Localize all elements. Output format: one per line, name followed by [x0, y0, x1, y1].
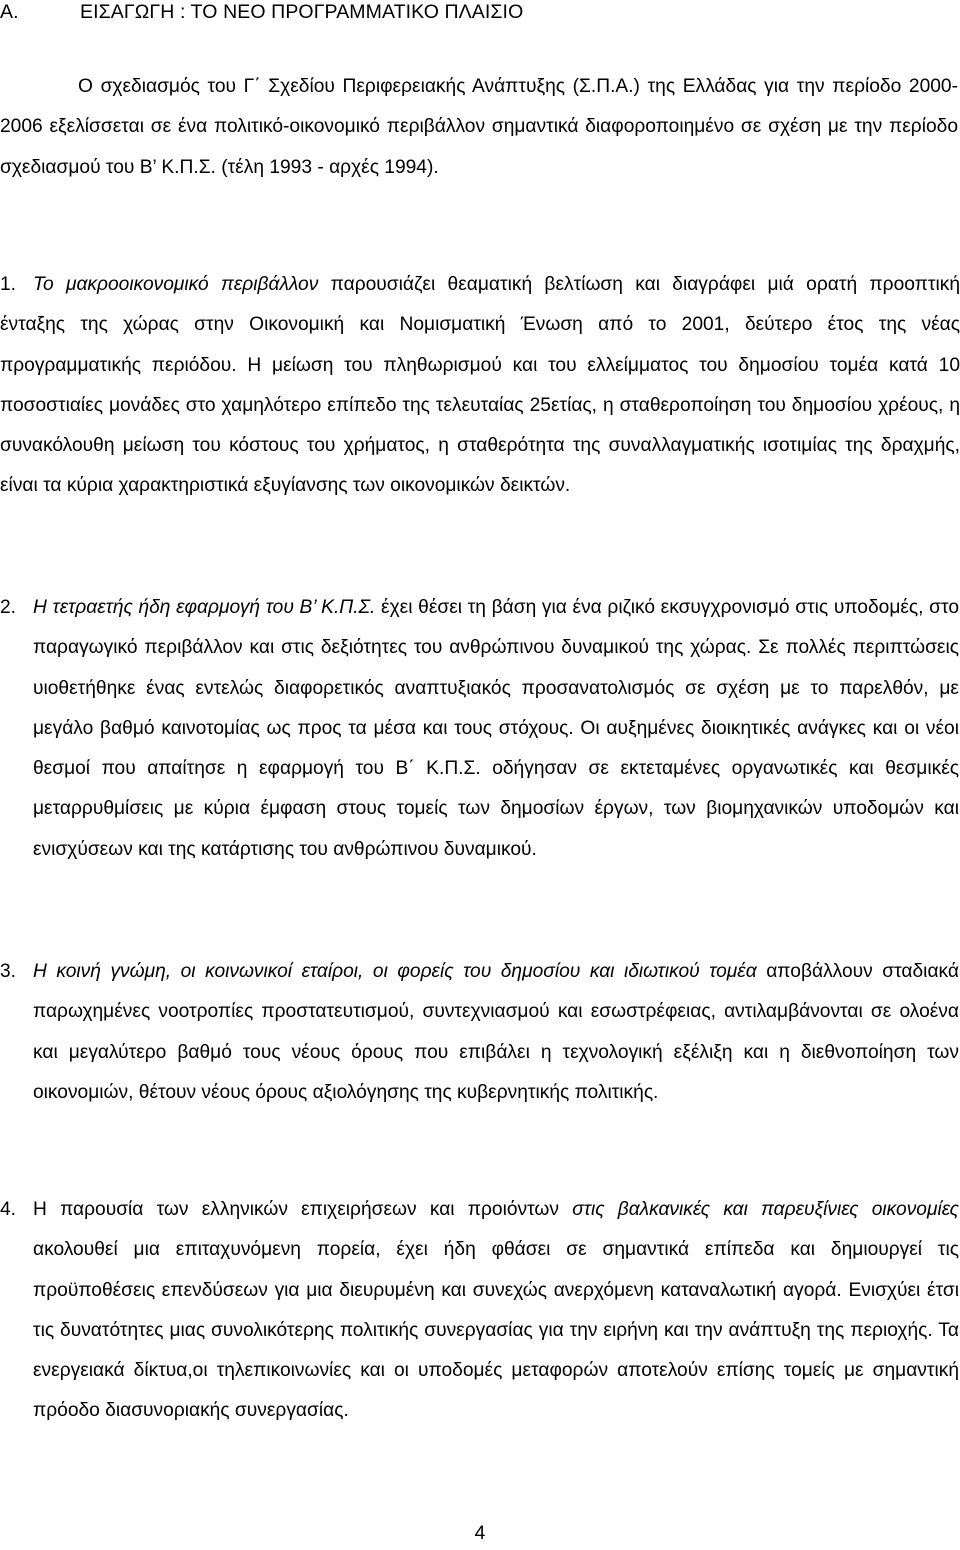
point-2-number: 2. — [0, 597, 17, 618]
point-2-text: έχει θέσει τη βάση για ένα ριζικό εκσυγχρονισμό στις υποδομές, στο παραγωγικό περιβάλλον και στις δεξιότητες του ανθρώπινου δυναμικού της χώρας. Σε πολλές περιπτώσεις υιοθετήθηκε ένας εντελώς διαφορετικός αναπτυξιακός προσανατολισμός σε σχέση με το παρελθόν, με μεγάλο βαθμό καινοτομίας ως προς τα μέσα και τους στόχους. Οι αυξημένες διοικητικές ανάγκες και οι νέοι θεσμοί που απαίτησε η εφαρμογή του Β΄ Κ.Π.Σ. οδήγησαν σε εκτεταμένες οργανωτικές και θεσμικές μεταρρυθμίσεις με κύρια έμφαση στους τομείς των δημοσίων έργων, των βιομηχανικών υποδομών και ενισχύσεων και της κατάρτισης του ανθρώπινου δυναμικού. — [33, 597, 959, 860]
point-3-italic: Η κοινή γνώμη, οι κοινωνικοί εταίροι, οι φορείς του δημοσίου και ιδιωτικού τομέα — [33, 961, 757, 982]
point-2-italic: Η τετραετής ήδη εφαρμογή του Β’ Κ.Π.Σ. — [33, 597, 376, 618]
point-4-italic: στις βαλκανικές και παρευξίνιες οικονομίες — [572, 1199, 959, 1220]
point-1-italic: Το μακροοικονομικό περιβάλλον — [33, 274, 319, 295]
point-3-number: 3. — [0, 961, 17, 982]
point-4-paragraph — [33, 1190, 959, 1432]
point-3-paragraph — [33, 952, 959, 1113]
intro-paragraph — [0, 67, 958, 188]
section-title: ΕΙΣΑΓΩΓΗ : ΤΟ ΝΕΟ ΠΡΟΓΡΑΜΜΑΤΙΚΟ ΠΛΑΙΣΙΟ — [80, 1, 524, 23]
point-3-text: αποβάλλουν σταδιακά παρωχημένες νοοτροπίες προστατευτισμού, συντεχνιασμού και εσωστρέφειας, αντιλαμβάνονται σε ολοένα και μεγαλύτερο βαθμό τους νέους όρους που επιβάλει η τεχνολογική εξέλιξη και η διεθνοποίηση των οικονομιών, θέτουν νέους όρους αξιολόγησης της κυβερνητικής πολιτικής. — [33, 961, 959, 1103]
point-4-number: 4. — [0, 1199, 17, 1220]
point-1-text: παρουσιάζει θεαματική βελτίωση και διαγράφει μιά ορατή προοπτική ένταξης της χώρας στην Οικονομική και Νομισματική Ένωση από το 2001, δεύτερο έτος της νέας προγραμματικής περιόδου. Η μείωση του πληθωρισμού και του ελλείμματος του δημοσίου τομέα κατά 10 ποσοστιαίες μονάδες στο χαμηλότερο επίπεδο της τελευταίας 25ετίας, η σταθεροποίηση του δημοσίου χρέους, η συνακόλουθη μείωση του κόστους του χρήματος, η σταθερότητα της συναλλαγματικής ισοτιμίας της δραχμής, είναι τα κύρια χαρακτηριστικά εξυγίανσης των οικονομικών δεικτών. — [0, 274, 960, 497]
point-2-paragraph — [33, 588, 959, 870]
page-number: 4 — [474, 1523, 486, 1544]
section-heading — [0, 0, 523, 25]
point-4-text-after: ακολουθεί μια επιταχυνόμενη πορεία, έχει ήδη φθάσει σε σημαντικά επίπεδα και δημιουργεί τις προϋποθέσεις επενδύσεων για μια διευρυμένη και συνεχώς ανερχόμενη καταναλωτική αγορά. Ενισχύει έτσι τις δυνατότητες μιας συνολικότερης πολιτικής συνεργασίας για την ειρήνη και την ανάπτυξη της περιοχής. Τα ενεργειακά δίκτυα,οι τηλεπικοινωνίες και οι υποδομές μεταφορών αποτελούν επίσης τομείς με σημαντική πρόοδο διασυνοριακής συνεργασίας. — [33, 1239, 959, 1422]
point-1-paragraph — [0, 265, 960, 507]
section-number: Α. — [0, 1, 19, 23]
point-1-number: 1. — [0, 274, 17, 295]
point-4-text-before: Η παρουσία των ελληνικών επιχειρήσεων και προιόντων — [33, 1199, 573, 1220]
intro-text: Ο σχεδιασμός του Γ΄ Σχεδίου Περιφερειακής Ανάπτυξης (Σ.Π.Α.) της Ελλάδας για την περίοδο 2000-2006 εξελίσσεται σε ένα πολιτικό-οικονομικό περιβάλλον σημαντικά διαφοροποιημένο σε σχέση με την περίοδο σχεδιασμού του Β’ Κ.Π.Σ. (τέλη 1993 - αρχές 1994). — [0, 76, 958, 178]
